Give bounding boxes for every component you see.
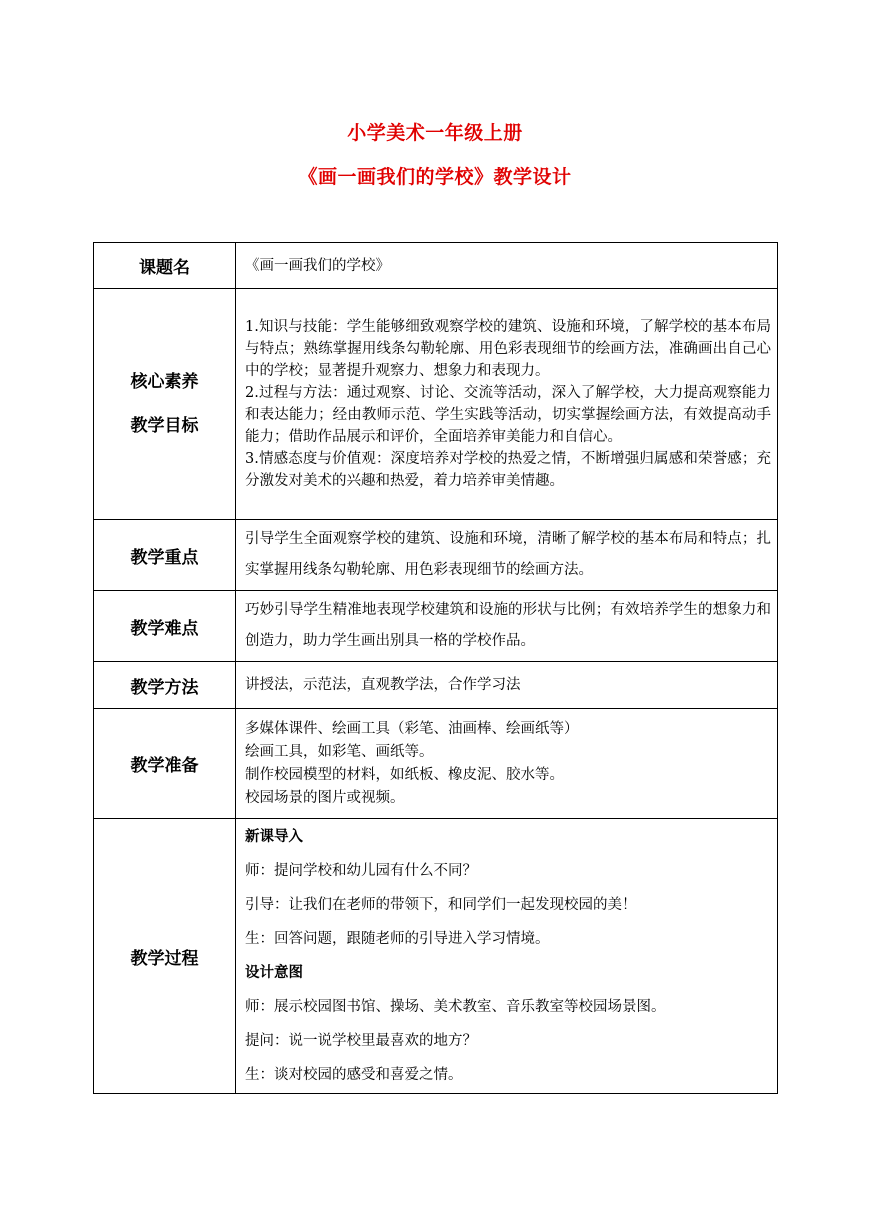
preparation-line-2: 绘画工具，如彩笔、画纸等。 [245,743,434,760]
label-goals [94,289,236,520]
lesson-plan-table [93,242,778,1094]
document-subtitle: 《画一画我们的学校》教学设计 [298,166,572,188]
document-title: 小学美术一年级上册 [347,122,523,144]
content-key-points: 引导学生全面观察学校的建筑、设施和环境，清晰了解学校的基本布局和特点；扎实掌握用线条勾勒轮廓、用色彩表现细节的绘画方法。 [236,520,778,591]
content-process [236,819,778,1094]
label-goals-line1: 核心素养 [130,372,199,392]
goal-item-1: 1.知识与技能：学生能够细致观察学校的建筑、设施和环境，了解学校的基本布局与特点；熟练掌握用线条勾勒轮廓、用色彩表现细节的绘画方法，准确画出自己心中的学校；显著提升观察力、想象力和表现力。 [245,319,771,379]
process-heading-intent: 设计意图 [245,964,303,981]
label-methods: 教学方法 [94,662,236,709]
preparation-line-1: 多媒体课件、绘画工具（彩笔、油画棒、绘画纸等） [245,720,579,737]
label-process: 教学过程 [94,819,236,1094]
goal-item-2: 2.过程与方法：通过观察、讨论、交流等活动，深入了解学校，大力提高观察能力和表达能力；经由教师示范、学生实践等活动，切实掌握绘画方法，有效提高动手能力；借助作品展示和评价，全面培养审美能力和自信心。 [245,385,771,445]
label-goals-line2: 教学目标 [130,416,199,436]
content-preparation [236,709,778,819]
table-row-preparation [94,709,778,819]
process-line: 引导：让我们在老师的带领下，和同学们一起发现校园的美！ [245,897,637,913]
table-row-difficulties [94,591,778,662]
content-methods: 讲授法，示范法，直观教学法，合作学习法 [236,662,778,709]
preparation-line-3: 制作校园模型的材料，如纸板、橡皮泥、胶水等。 [245,766,564,783]
label-key-points: 教学重点 [94,520,236,591]
content-topic: 《画一画我们的学校》 [236,243,778,289]
process-line: 生：谈对校园的感受和喜爱之情。 [245,1067,463,1083]
label-preparation: 教学准备 [94,709,236,819]
process-line: 师：展示校园图书馆、操场、美术教室、音乐教室等校园场景图。 [245,999,666,1015]
table-row-topic [94,243,778,289]
process-line: 提问：说一说学校里最喜欢的地方？ [245,1033,477,1049]
process-heading-intro: 新课导入 [245,828,303,845]
content-goals [236,289,778,520]
process-line: 生：回答问题，跟随老师的引导进入学习情境。 [245,931,550,947]
label-topic: 课题名 [94,243,236,289]
table-row-key-points [94,520,778,591]
goal-item-3: 3.情感态度与价值观：深度培养对学校的热爱之情，不断增强归属感和荣誉感；充分激发对美术的兴趣和热爱，着力培养审美情趣。 [245,451,771,489]
label-difficulties: 教学难点 [94,591,236,662]
preparation-line-4: 校园场景的图片或视频。 [245,789,405,806]
content-difficulties: 巧妙引导学生精准地表现学校建筑和设施的形状与比例；有效培养学生的想象力和创造力，助力学生画出别具一格的学校作品。 [236,591,778,662]
process-line: 师：提问学校和幼儿园有什么不同？ [245,863,477,879]
table-row-methods [94,662,778,709]
table-row-process [94,819,778,1094]
table-row-goals [94,289,778,520]
